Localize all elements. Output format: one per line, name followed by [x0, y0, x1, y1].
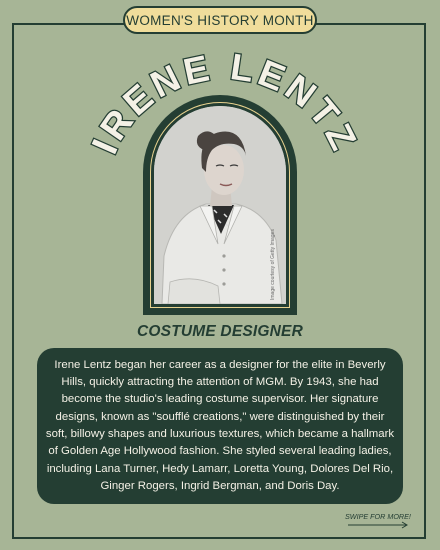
arrow-right-icon — [347, 521, 411, 529]
swipe-label: SWIPE FOR MORE! — [345, 512, 411, 521]
bio-card — [37, 348, 403, 504]
name-title: IRENE LENTZ — [83, 46, 366, 160]
photo-credit: Image courtesy of Getty Images — [270, 229, 276, 300]
portrait-photo — [154, 106, 286, 304]
subtitle: COSTUME DESIGNER — [137, 323, 303, 340]
banner-label: WOMEN'S HISTORY MONTH — [126, 12, 314, 28]
bio-text: Irene Lentz began her career as a designer for the elite in Beverly Hills, quickly attracting the attention of MGM. By 1943, she had become the studio's leading costume supervisor. Her signature designs, known as "soufflé creations," were distinguished by their soft, billowy shapes and luxurious textures, which became a hallmark of Golden Age Hollywood fashion. She styled several leading ladies, including Lana Turner, Hedy Lamarr, Loretta Young, Dolores Del Rio, Ginger Rogers, Ingrid Bergman, and Doris Day. — [45, 358, 395, 492]
